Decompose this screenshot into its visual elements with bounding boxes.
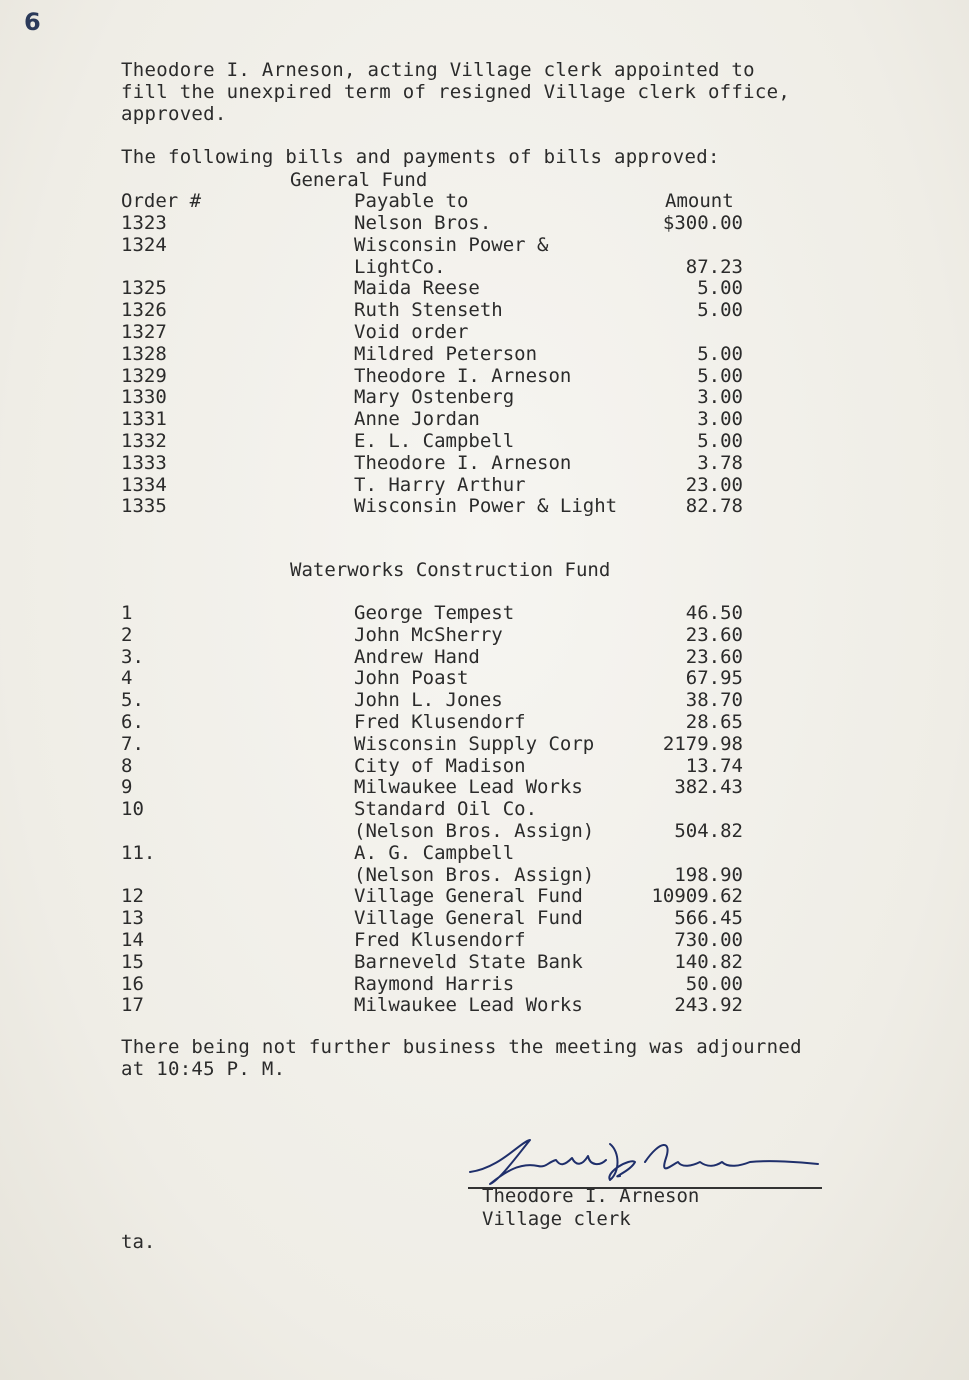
general-fund-title: General Fund — [290, 169, 428, 191]
order-number: 12 — [121, 885, 144, 908]
payee: Theodore I. Arneson — [354, 364, 572, 387]
amount: 3.00 — [697, 408, 743, 431]
table-row — [0, 690, 969, 712]
table-row — [0, 453, 969, 475]
order-number: 1323 — [121, 212, 167, 234]
order-number: 13 — [121, 907, 144, 930]
payee: Wisconsin Power & LightCo. — [354, 233, 549, 278]
order-number: 10 — [121, 798, 144, 821]
payee: Standard Oil Co. (Nelson Bros. Assign) — [354, 798, 595, 842]
amount: 23.60 — [685, 645, 743, 668]
bills-intro: The following bills and payments of bills approved: — [121, 146, 720, 168]
order-number: 1325 — [121, 277, 167, 300]
amount: 3.78 — [697, 451, 743, 474]
payee: Fred Klusendorf — [354, 928, 526, 951]
table-row — [0, 974, 969, 996]
payee: Nelson Bros. — [354, 212, 492, 234]
order-number: 1333 — [121, 451, 167, 474]
payee: Wisconsin Supply Corp — [354, 732, 595, 755]
order-number: 1328 — [121, 342, 167, 365]
table-row — [0, 712, 969, 734]
payee: John McSherry — [354, 623, 503, 646]
table-row — [0, 409, 969, 431]
table-row — [0, 278, 969, 300]
payee: Ruth Stenseth — [354, 299, 503, 322]
order-number: 16 — [121, 972, 144, 995]
amount: 566.45 — [674, 907, 743, 930]
amount: 198.90 — [674, 863, 743, 886]
table-row — [0, 668, 969, 690]
order-number: 1331 — [121, 408, 167, 431]
amount: 504.82 — [674, 819, 743, 842]
amount: 50.00 — [685, 972, 743, 995]
payee: Andrew Hand — [354, 645, 480, 668]
payee: Raymond Harris — [354, 972, 515, 995]
table-row — [0, 930, 969, 952]
payee: Village General Fund — [354, 907, 583, 930]
amount: 46.50 — [685, 602, 743, 624]
order-number: 5. — [121, 689, 144, 712]
amount: 10909.62 — [651, 885, 743, 908]
table-row — [0, 322, 969, 344]
payee: Mildred Peterson — [354, 342, 538, 365]
amount: 2179.98 — [662, 732, 743, 755]
payee: John L. Jones — [354, 689, 503, 712]
payee: Void order — [354, 320, 469, 343]
order-number: 17 — [121, 994, 144, 1017]
payee: Milwaukee Lead Works — [354, 994, 583, 1017]
table-row — [0, 734, 969, 756]
table-row — [0, 496, 969, 518]
payee: Village General Fund — [354, 885, 583, 908]
table-row — [0, 235, 969, 279]
table-row — [0, 908, 969, 930]
payee: Mary Ostenberg — [354, 386, 515, 409]
signer-title: Village clerk — [482, 1208, 631, 1230]
table-row — [0, 300, 969, 322]
amount: 28.65 — [685, 710, 743, 733]
payee: Milwaukee Lead Works — [354, 776, 583, 799]
payee: Theodore I. Arneson — [354, 451, 572, 474]
payee: A. G. Campbell (Nelson Bros. Assign) — [354, 841, 595, 886]
order-number: 1334 — [121, 473, 167, 496]
general-fund-table — [0, 213, 969, 518]
payee: T. Harry Arthur — [354, 473, 526, 496]
order-number: 11. — [121, 841, 156, 864]
amount: 13.74 — [685, 754, 743, 777]
table-row — [0, 431, 969, 453]
waterworks-fund-table — [0, 603, 969, 1017]
payable-column-header: Payable to — [354, 190, 469, 212]
table-row — [0, 799, 969, 843]
adjournment-paragraph: There being not further business the meeting was adjourned at 10:45 P. M. — [121, 1036, 802, 1080]
order-number: 1324 — [121, 233, 167, 256]
table-row — [0, 777, 969, 799]
payee: E. L. Campbell — [354, 429, 515, 452]
amount: 5.00 — [697, 364, 743, 387]
order-number: 14 — [121, 928, 144, 951]
payee: Wisconsin Power & Light — [354, 495, 618, 518]
payee: John Poast — [354, 667, 469, 690]
order-number: 4 — [121, 667, 133, 690]
amount: 243.92 — [674, 994, 743, 1017]
order-number: 1329 — [121, 364, 167, 387]
amount: 5.00 — [697, 277, 743, 300]
order-number: 7. — [121, 732, 144, 755]
order-number: 1330 — [121, 386, 167, 409]
order-number: 8 — [121, 754, 133, 777]
order-number: 1335 — [121, 495, 167, 518]
order-number: 1327 — [121, 320, 167, 343]
signer-name: Theodore I. Arneson — [482, 1185, 700, 1207]
amount: $300.00 — [662, 212, 743, 234]
payee: Fred Klusendorf — [354, 710, 526, 733]
table-row — [0, 475, 969, 497]
table-row — [0, 625, 969, 647]
waterworks-fund-title: Waterworks Construction Fund — [290, 559, 611, 581]
typist-initials: ta. — [121, 1231, 156, 1253]
amount: 5.00 — [697, 299, 743, 322]
order-number: 1326 — [121, 299, 167, 322]
amount: 23.60 — [685, 623, 743, 646]
amount: 87.23 — [685, 255, 743, 278]
payee: Barneveld State Bank — [354, 950, 583, 973]
amount: 67.95 — [685, 667, 743, 690]
amount: 23.00 — [685, 473, 743, 496]
table-row — [0, 886, 969, 908]
amount: 140.82 — [674, 950, 743, 973]
order-number: 1 — [121, 602, 133, 624]
amount: 38.70 — [685, 689, 743, 712]
table-row — [0, 756, 969, 778]
table-row — [0, 366, 969, 388]
table-row — [0, 952, 969, 974]
amount: 382.43 — [674, 776, 743, 799]
order-number: 9 — [121, 776, 133, 799]
order-number: 3. — [121, 645, 144, 668]
amount-column-header: Amount — [665, 190, 734, 212]
amount: 5.00 — [697, 342, 743, 365]
amount: 3.00 — [697, 386, 743, 409]
table-row — [0, 603, 969, 625]
appointment-paragraph: Theodore I. Arneson, acting Village clerk appointed to fill the unexpired term of resigned Village clerk office, approved. — [121, 59, 791, 125]
table-row — [0, 647, 969, 669]
order-column-header: Order # — [121, 190, 202, 212]
amount: 730.00 — [674, 928, 743, 951]
table-row — [0, 344, 969, 366]
table-row — [0, 843, 969, 887]
order-number: 6. — [121, 710, 144, 733]
payee: George Tempest — [354, 602, 515, 624]
amount: 82.78 — [685, 495, 743, 518]
table-row — [0, 387, 969, 409]
order-number: 1332 — [121, 429, 167, 452]
order-number: 2 — [121, 623, 133, 646]
order-number: 15 — [121, 950, 144, 973]
handwritten-signature — [460, 1132, 830, 1192]
table-row — [0, 995, 969, 1017]
payee: City of Madison — [354, 754, 526, 777]
payee: Maida Reese — [354, 277, 480, 300]
amount: 5.00 — [697, 429, 743, 452]
table-row — [0, 213, 969, 235]
payee: Anne Jordan — [354, 408, 480, 431]
page-number: 6 — [24, 8, 41, 36]
